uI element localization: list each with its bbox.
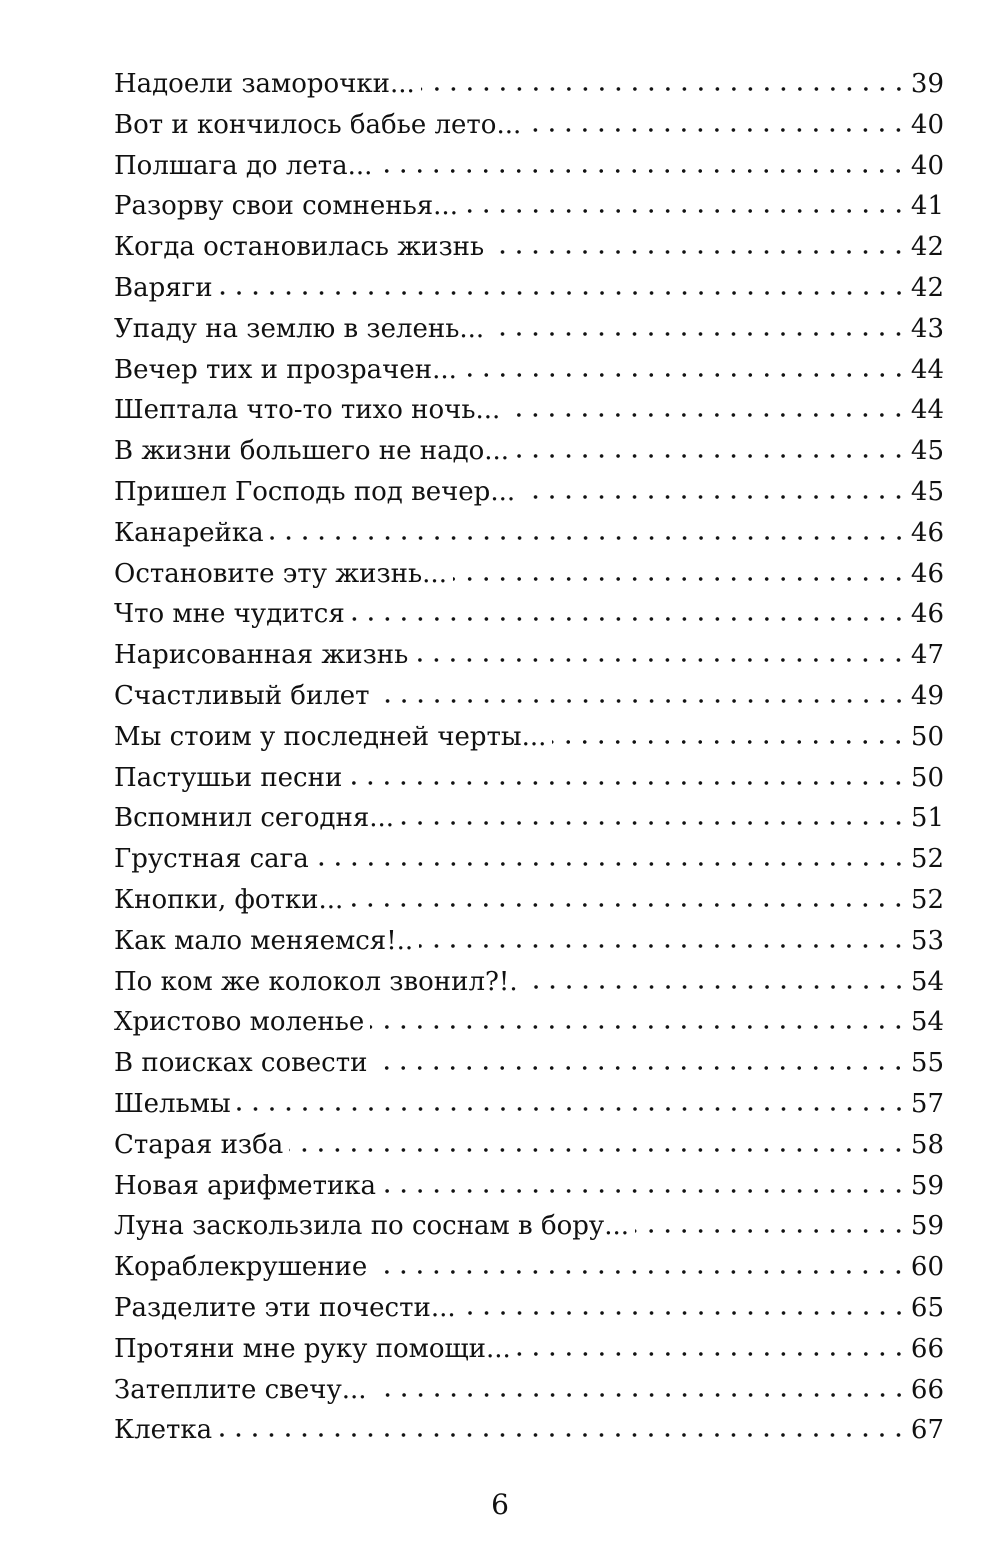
- toc-entry: [114, 350, 944, 391]
- toc-entry: [114, 1329, 944, 1370]
- dot-leader: [378, 148, 906, 174]
- dot-leader: [373, 1045, 906, 1071]
- dot-leader: [373, 1372, 907, 1398]
- toc-entry-title: Старая изба: [114, 1129, 284, 1160]
- toc-entry-title: Пришел Господь под вечер...: [114, 476, 516, 507]
- toc-entry: [114, 1084, 944, 1125]
- toc-entry-page: 46: [910, 517, 944, 548]
- toc-entry-title: Упаду на землю в зелень...: [114, 313, 485, 344]
- toc-entry: [114, 798, 944, 839]
- dot-leader: [527, 107, 907, 133]
- toc-entry-page: 58: [910, 1129, 944, 1160]
- dot-leader: [635, 1208, 907, 1234]
- toc-entry: [114, 1166, 944, 1207]
- toc-entry-title: Грустная сага: [114, 844, 309, 875]
- dot-leader: [464, 188, 907, 214]
- toc-entry: [114, 921, 944, 962]
- dot-leader: [515, 433, 907, 459]
- toc-entry-page: 46: [910, 599, 944, 630]
- toc-entry-title: Как мало меняемся!..: [114, 925, 414, 956]
- toc-entry-title: Шельмы: [114, 1088, 231, 1119]
- toc-entry: [114, 1247, 944, 1288]
- dot-leader: [421, 66, 907, 92]
- dot-leader: [351, 596, 907, 622]
- dot-leader: [400, 800, 907, 826]
- toc-entry: [114, 268, 944, 309]
- dot-leader: [289, 1127, 907, 1153]
- toc-entry: [114, 758, 944, 799]
- toc-entry-title: Вечер тих и прозрачен...: [114, 354, 457, 385]
- toc-entry-page: 65: [910, 1292, 944, 1323]
- toc-entry: [114, 513, 944, 554]
- toc-entry: [114, 227, 944, 268]
- dot-leader: [270, 515, 907, 541]
- toc-entry-page: 42: [910, 272, 944, 303]
- dot-leader: [376, 678, 907, 704]
- toc-entry-page: 44: [910, 395, 944, 426]
- toc-entry-title: Нарисованная жизнь: [114, 640, 409, 671]
- toc-entry-title: Шептала что-то тихо ночь...: [114, 395, 501, 426]
- table-of-contents: [114, 64, 944, 1451]
- dot-leader: [348, 760, 907, 786]
- toc-entry: [114, 839, 944, 880]
- toc-entry-page: 47: [910, 640, 944, 671]
- toc-entry-title: Разделите эти почести...: [114, 1292, 456, 1323]
- toc-entry-page: 42: [910, 232, 944, 263]
- dot-leader: [490, 311, 907, 337]
- toc-entry-page: 51: [910, 803, 944, 834]
- toc-entry: [114, 676, 944, 717]
- toc-entry-page: 50: [910, 721, 944, 752]
- toc-entry: [114, 554, 944, 595]
- toc-entry-page: 40: [910, 109, 944, 140]
- toc-entry: [114, 390, 944, 431]
- toc-entry-page: 44: [910, 354, 944, 385]
- toc-entry-page: 52: [910, 844, 944, 875]
- dot-leader: [219, 270, 907, 296]
- toc-entry-title: Когда остановилась жизнь: [114, 232, 485, 263]
- toc-entry: [114, 146, 944, 187]
- dot-leader: [524, 964, 907, 990]
- toc-entry-title: Протяни мне руку помощи...: [114, 1333, 511, 1364]
- toc-entry: [114, 64, 944, 105]
- toc-entry-page: 43: [910, 313, 944, 344]
- toc-entry-title: Кнопки, фотки...: [114, 884, 344, 915]
- toc-entry-title: Надоели заморочки...: [114, 69, 415, 99]
- dot-leader: [490, 229, 907, 255]
- toc-entry: [114, 105, 944, 146]
- toc-entry: [114, 1206, 944, 1247]
- toc-entry-page: 52: [910, 884, 944, 915]
- dot-leader: [462, 1290, 907, 1316]
- dot-leader: [370, 1004, 907, 1030]
- toc-entry-title: Луна заскользила по соснам в бору...: [114, 1211, 629, 1242]
- toc-entry: [114, 1002, 944, 1043]
- toc-entry-page: 40: [910, 150, 944, 181]
- toc-entry-title: По ком же колокол звонил?!.: [114, 966, 518, 997]
- toc-entry-title: Кораблекрушение: [114, 1252, 368, 1283]
- toc-entry-page: 50: [910, 762, 944, 793]
- toc-entry-title: Мы стоим у последней черты...: [114, 721, 547, 752]
- toc-entry-title: Затеплите свечу...: [114, 1374, 367, 1405]
- toc-entry-title: Полшага до лета...: [114, 150, 373, 181]
- dot-leader: [419, 923, 907, 949]
- toc-entry-page: 57: [910, 1088, 944, 1119]
- toc-entry-page: 66: [910, 1374, 944, 1405]
- toc-entry: [114, 1288, 944, 1329]
- toc-entry-title: Новая арифметика: [114, 1170, 377, 1201]
- toc-entry-title: В жизни большего не надо...: [114, 436, 510, 467]
- dot-leader: [517, 1331, 907, 1357]
- toc-entry: [114, 1125, 944, 1166]
- toc-entry: [114, 594, 944, 635]
- toc-entry-page: 67: [910, 1415, 944, 1446]
- toc-entry: [114, 309, 944, 350]
- toc-entry-title: Счастливый билет: [114, 680, 370, 711]
- dot-leader: [382, 1168, 907, 1194]
- dot-leader: [463, 352, 907, 378]
- page-number: 6: [491, 1488, 509, 1521]
- dot-leader: [237, 1086, 907, 1112]
- toc-entry-title: Остановите эту жизнь...: [114, 558, 447, 589]
- toc-entry-page: 60: [910, 1252, 944, 1283]
- toc-entry: [114, 186, 944, 227]
- dot-leader: [349, 882, 907, 908]
- toc-entry-page: 54: [910, 966, 944, 997]
- toc-entry-page: 59: [910, 1211, 944, 1242]
- toc-entry-page: 49: [910, 680, 944, 711]
- toc-entry-title: Клетка: [114, 1415, 213, 1446]
- dot-leader: [414, 637, 907, 663]
- dot-leader: [552, 719, 906, 745]
- toc-entry-page: 59: [910, 1170, 944, 1201]
- toc-entry: [114, 1410, 944, 1451]
- toc-entry-page: 45: [910, 436, 944, 467]
- toc-entry-title: Варяги: [114, 272, 213, 303]
- toc-entry: [114, 472, 944, 513]
- toc-entry-title: В поисках совести: [114, 1048, 368, 1079]
- toc-entry-page: 45: [910, 476, 944, 507]
- toc-entry: [114, 717, 944, 758]
- toc-entry-page: 41: [910, 191, 944, 222]
- toc-entry-title: Вспомнил сегодня...: [114, 803, 395, 834]
- dot-leader: [506, 392, 907, 418]
- toc-entry-title: Что мне чудится: [114, 599, 345, 630]
- toc-entry-title: Пастушьи песни: [114, 762, 343, 793]
- dot-leader: [453, 556, 907, 582]
- dot-leader: [218, 1412, 907, 1438]
- toc-entry-page: 54: [910, 1007, 944, 1038]
- toc-entry-page: 39: [910, 69, 944, 99]
- dot-leader: [373, 1249, 907, 1275]
- toc-entry: [114, 1043, 944, 1084]
- toc-entry-page: 46: [910, 558, 944, 589]
- dot-leader: [315, 841, 907, 867]
- toc-entry: [114, 1370, 944, 1411]
- toc-entry: [114, 635, 944, 676]
- toc-entry-page: 66: [910, 1333, 944, 1364]
- toc-entry-page: 53: [910, 925, 944, 956]
- toc-entry-page: 55: [910, 1048, 944, 1079]
- toc-entry: [114, 431, 944, 472]
- toc-entry: [114, 880, 944, 921]
- toc-entry-title: Вот и кончилось бабье лето...: [114, 109, 522, 140]
- toc-entry-title: Канарейка: [114, 517, 264, 548]
- toc-entry-title: Христово моленье: [114, 1007, 365, 1038]
- toc-entry-title: Разорву свои сомненья...: [114, 191, 458, 222]
- toc-entry: [114, 962, 944, 1003]
- dot-leader: [521, 474, 907, 500]
